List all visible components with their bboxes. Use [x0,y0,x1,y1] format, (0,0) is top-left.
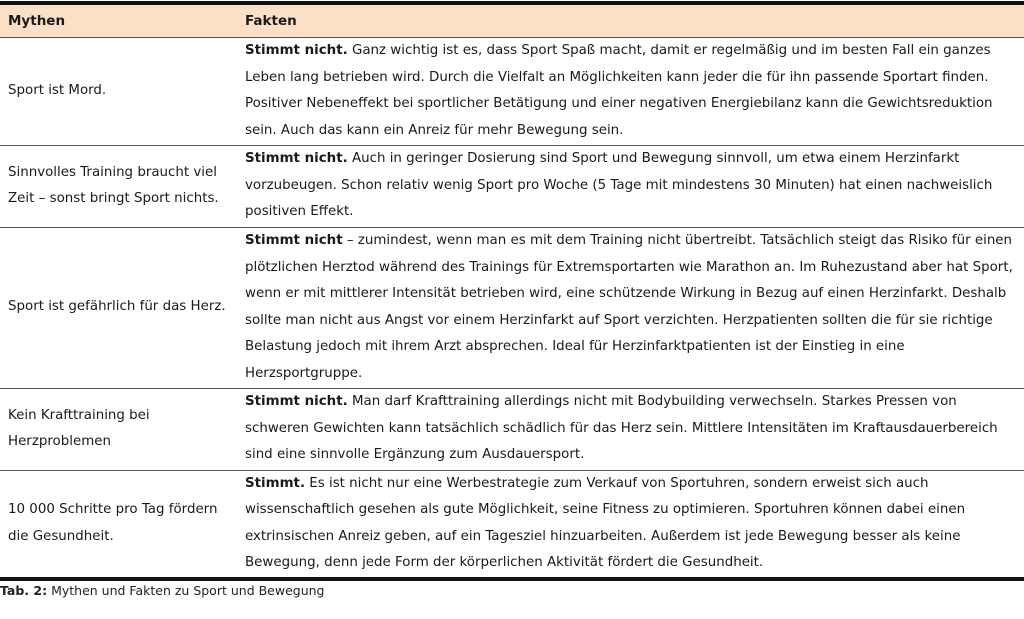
fact-cell [237,470,1024,579]
fact-text: Man darf Krafttraining allerdings nicht mit Bodybuilding verwechseln. Starkes Pressen von schweren Gewichten kann tatsächlich schädlich für das Herz sein. Mittlere Intensitäten im Kraftausdauerbereich sind eine sinnvolle Ergänzung zum Ausdauersport. [245,394,998,463]
header-facts: Fakten [237,3,1024,37]
myths-facts-table [0,1,1024,581]
myth-cell: Sinnvolles Training braucht viel Zeit – sonst bringt Sport nichts. [0,145,237,227]
caption-label: Tab. 2: [0,583,48,598]
fact-text: Ganz wichtig ist es, dass Sport Spaß macht, damit er regelmäßig und im besten Fall ein ganzes Leben lang betrieben wird. Durch die Vielfalt an Möglichkeiten kann jeder die für ihn passende Sportart finden. Positiver Nebeneffekt bei sportlicher Betätigung und einer negativen Energiebilanz kann die Gewichtsreduktion sein. Auch das kann ein Anreiz für mehr Bewegung sein. [245,43,993,138]
fact-text: – zumindest, wenn man es mit dem Training nicht übertreibt. Tatsächlich steigt das Risiko für einen plötzlichen Herztod während des Trainings für Extremsportarten wie Marathon an. Im Ruhezustand aber hat Sport, wenn er mit mittlerer Intensität betrieben wird, eine schützende Wirkung in Bezug auf einen Herzinfarkt. Deshalb sollte man nicht aus Angst vor einem Herzinfarkt auf Sport verzichten. Herzpatienten sollten die für sie richtige Belastung jedoch mit ihrem Arzt absprechen. Ideal für Herzinfarktpatienten ist der Einstieg in eine Herzsportgruppe. [245,233,1013,381]
caption-text: Mythen und Fakten zu Sport und Bewegung [47,583,325,598]
header-myths: Mythen [0,3,237,37]
myth-cell: Sport ist Mord. [0,37,237,145]
fact-cell [237,145,1024,227]
verdict-label: Stimmt nicht. [245,394,348,410]
myth-cell: 10 000 Schritte pro Tag fördern die Gesundheit. [8,502,218,544]
fact-text: Es ist nicht nur eine Werbestrategie zum Verkauf von Sportuhren, sondern erweist sich auch wissenschaftlich gesehen als gute Möglichkeit, seine Fitness zu optimieren. Sportuhren können dabei einen extrinsischen Anreiz geben, auf ein Tagesziel hinzuarbeiten. Außerdem ist jede Bewegung besser als keine Bewegung, denn jede Form der körperlichen Aktivität fördert die Gesundheit. [245,475,966,570]
table-caption [0,583,325,598]
table-row [0,145,1024,227]
table-row [0,37,1024,145]
table-header-row [0,3,1024,37]
fact-cell [237,37,1024,145]
verdict-label: Stimmt nicht. [245,151,348,167]
verdict-label: Stimmt. [245,475,306,491]
fact-cell [237,227,1024,388]
fact-text: Auch in geringer Dosierung sind Sport und Bewegung sinnvoll, um etwa einem Herzinfarkt vorzubeugen. Schon relativ wenig Sport pro Woche (5 Tage mit mindestens 30 Minuten) hat einen nachweislich positiven Effekt. [245,151,993,220]
verdict-label: Stimmt nicht. [245,43,348,58]
myth-cell: Sport ist gefährlich für das Herz. [0,227,237,388]
verdict-label: Stimmt nicht [245,233,343,248]
fact-cell [237,388,1024,470]
table-row [0,227,1024,388]
myth-cell: Kein Krafttraining bei Herzproblemen [0,388,237,470]
table-row [0,470,1024,579]
table-row [0,388,1024,470]
